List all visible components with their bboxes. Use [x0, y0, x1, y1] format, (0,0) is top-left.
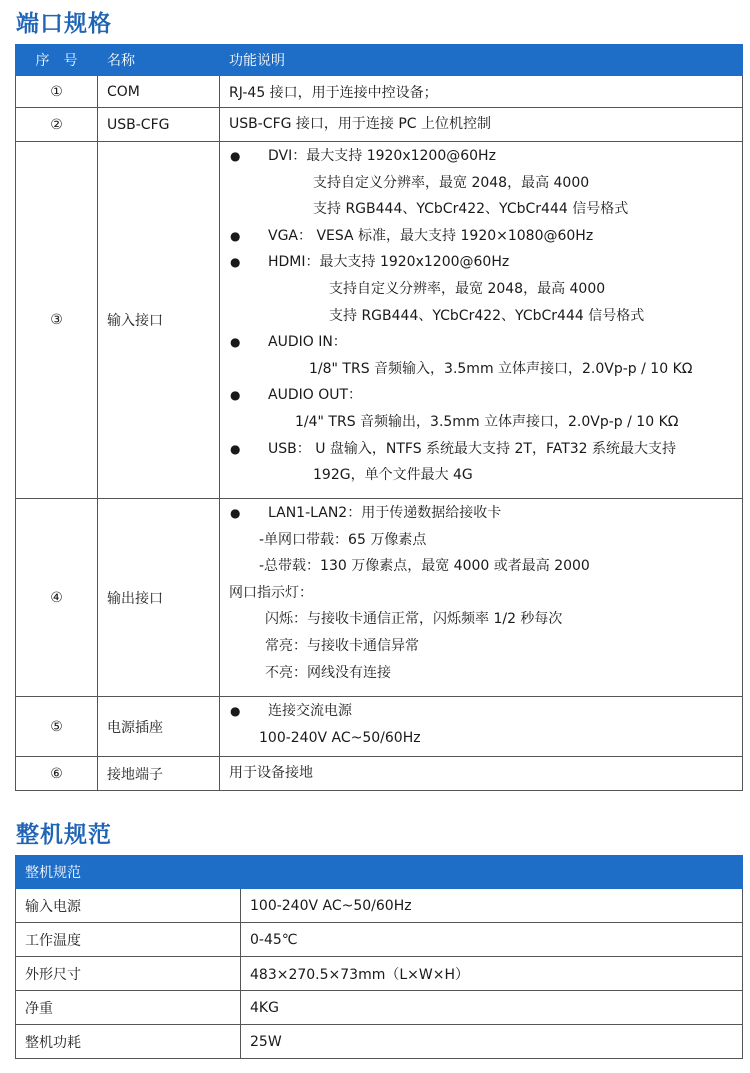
bullet-icon: [229, 436, 268, 463]
list-item: ●LAN1-LAN2：用于传递数据给接收卡: [229, 500, 742, 527]
spec-label: 输入电源: [16, 889, 241, 923]
list-item: 闪烁：与接收卡通信正常，闪烁频率 1/2 秒每次: [265, 611, 563, 628]
row-number: ②: [16, 108, 98, 142]
bullet-icon: [229, 382, 268, 409]
spec-value: 25W: [241, 1025, 743, 1059]
list-item: 网口指示灯：: [229, 584, 313, 601]
list-item: 常亮：与接收卡通信异常: [265, 637, 419, 654]
table-row: [16, 499, 743, 697]
spec-label: 净重: [16, 991, 241, 1025]
list-item: ●VGA： VESA 标准，最大支持 1920×1080@60Hz: [229, 223, 742, 250]
list-item: 支持自定义分辨率，最宽 2048，最高 4000: [313, 174, 590, 191]
row-number: ④: [16, 499, 98, 697]
spec-value: 483×270.5×73mm（L×W×H）: [241, 957, 743, 991]
row-number: ⑥: [16, 757, 98, 791]
header-name: 名称: [98, 45, 220, 76]
bullet-icon: [229, 223, 268, 250]
port-name: COM: [98, 76, 220, 108]
list-item: ●AUDIO OUT：: [229, 382, 742, 409]
spec-label: 工作温度: [16, 923, 241, 957]
table-row: [16, 757, 743, 791]
list-item: 192G，单个文件最大 4G: [313, 467, 473, 484]
table-row: [16, 108, 743, 142]
list-item: ●USB： U 盘输入，NTFS 系统最大支持 2T，FAT32 系统最大支持: [229, 436, 742, 463]
table-row: [16, 957, 743, 991]
table-row: [16, 142, 743, 499]
header-no: 序 号: [16, 45, 98, 76]
header-desc: 功能说明: [220, 45, 743, 76]
spec-table: [15, 855, 743, 1059]
port-description: [220, 697, 743, 757]
spec-value: 100-240V AC~50/60Hz: [241, 889, 743, 923]
list-item: 支持自定义分辨率，最宽 2048，最高 4000: [329, 280, 606, 297]
row-number: ⑤: [16, 697, 98, 757]
bullet-icon: [229, 249, 268, 276]
port-description: USB-CFG 接口，用于连接 PC 上位机控制: [220, 108, 743, 142]
list-item: ●DVI：最大支持 1920x1200@60Hz: [229, 143, 742, 170]
ports-table-header: [16, 45, 743, 76]
port-name: USB-CFG: [98, 108, 220, 142]
ports-table: [15, 44, 743, 791]
port-name: 接地端子: [98, 757, 220, 791]
spec-table-header: [16, 856, 743, 889]
table-row: [16, 697, 743, 757]
bullet-icon: [229, 698, 268, 725]
spec-value: 4KG: [241, 991, 743, 1025]
port-name: 输出接口: [98, 499, 220, 697]
port-description: [220, 142, 743, 499]
list-item: 100-240V AC~50/60Hz: [259, 729, 421, 746]
list-item: 1/8" TRS 音频输入，3.5mm 立体声接口，2.0Vp-p / 10 KΩ: [309, 360, 693, 377]
spec-label: 外形尺寸: [16, 957, 241, 991]
bullet-icon: [229, 329, 268, 356]
bullet-icon: [229, 500, 268, 527]
table-row: [16, 991, 743, 1025]
list-item: 不亮：网线没有连接: [265, 664, 391, 681]
spec-section-title: 整机规范: [16, 821, 112, 848]
port-name: 电源插座: [98, 697, 220, 757]
ports-section-title: 端口规格: [16, 10, 112, 37]
list-item: ●AUDIO IN：: [229, 329, 742, 356]
row-number: ③: [16, 142, 98, 499]
spec-header: 整机规范: [16, 856, 743, 889]
spec-value: 0-45℃: [241, 923, 743, 957]
spec-label: 整机功耗: [16, 1025, 241, 1059]
table-row: [16, 76, 743, 108]
port-name: 输入接口: [98, 142, 220, 499]
port-description: 用于设备接地: [220, 757, 743, 791]
list-item: ●HDMI：最大支持 1920x1200@60Hz: [229, 249, 742, 276]
port-description: [220, 499, 743, 697]
row-number: ①: [16, 76, 98, 108]
list-item: -总带载：130 万像素点，最宽 4000 或者最高 2000: [259, 558, 590, 575]
list-item: ●连接交流电源: [229, 698, 742, 725]
table-row: [16, 1025, 743, 1059]
table-row: [16, 923, 743, 957]
list-item: 支持 RGB444、YCbCr422、YCbCr444 信号格式: [313, 201, 629, 218]
table-row: [16, 889, 743, 923]
list-item: -单网口带载：65 万像素点: [259, 531, 427, 548]
bullet-icon: [229, 143, 268, 170]
list-item: 1/4" TRS 音频输出，3.5mm 立体声接口，2.0Vp-p / 10 KΩ: [295, 413, 679, 430]
list-item: 支持 RGB444、YCbCr422、YCbCr444 信号格式: [329, 307, 645, 324]
port-description: RJ-45 接口，用于连接中控设备；: [220, 76, 743, 108]
